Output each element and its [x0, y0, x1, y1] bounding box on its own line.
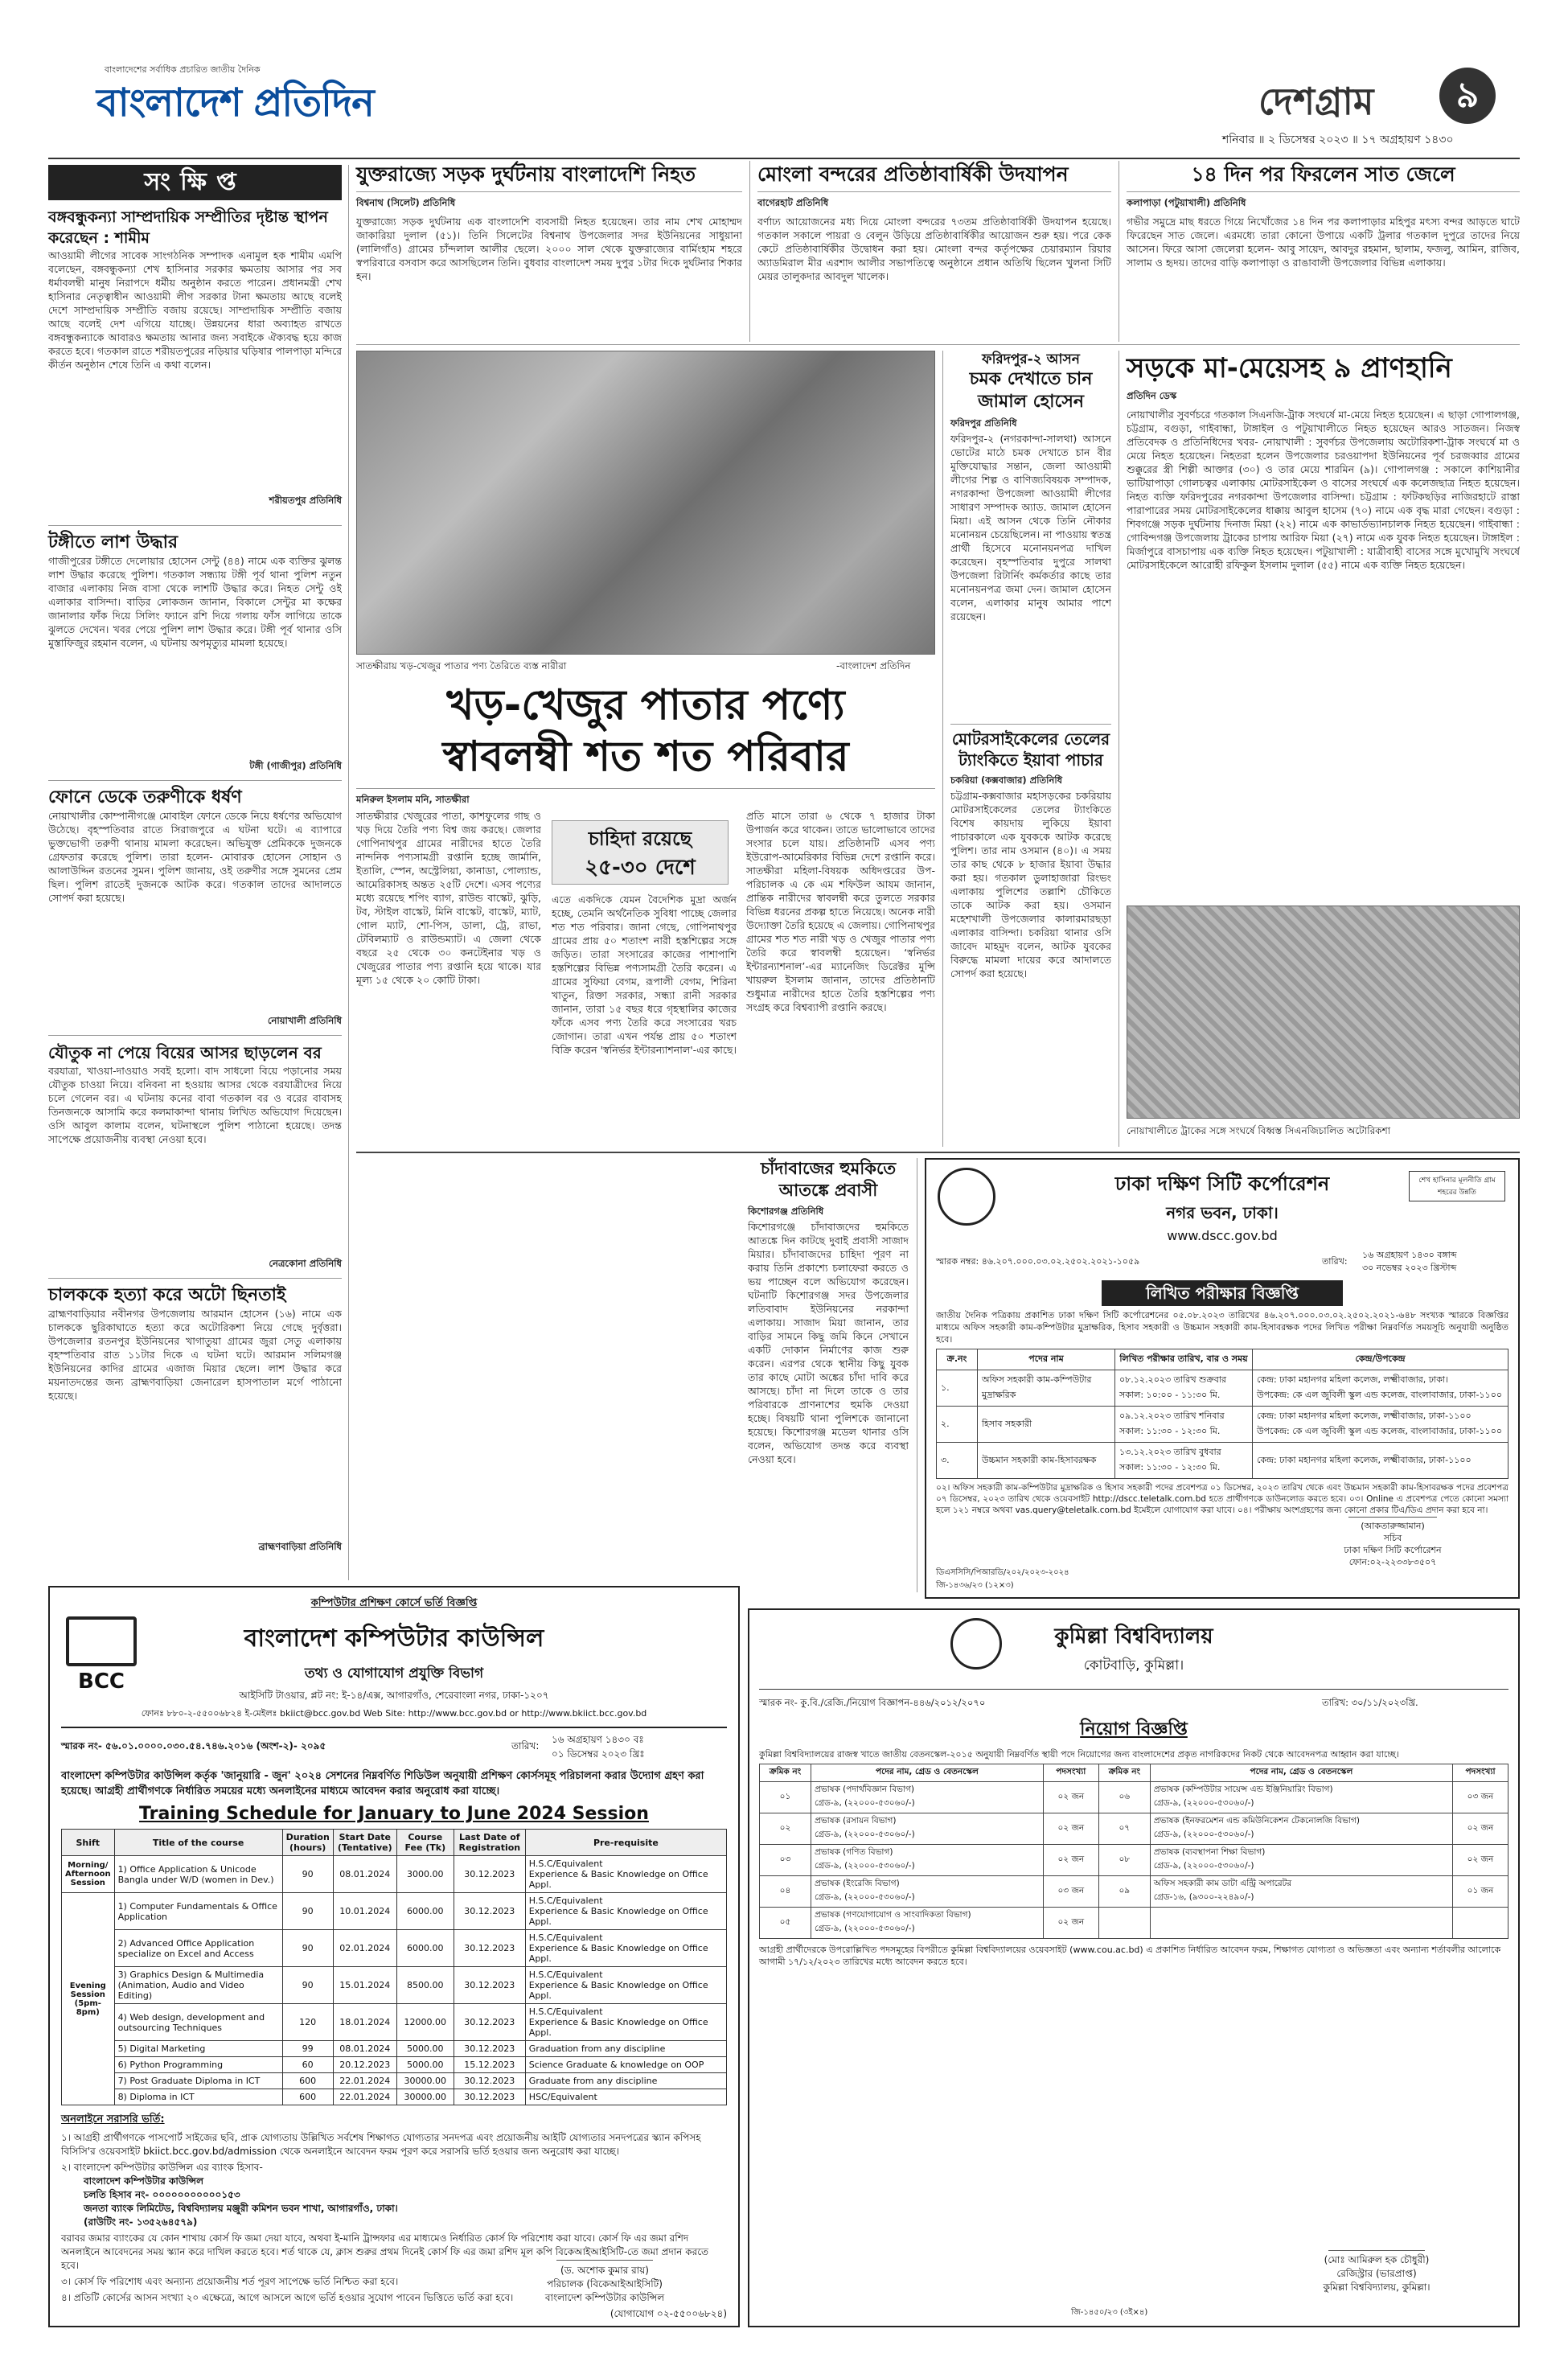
dscc-advertisement: [925, 1158, 1520, 1599]
ad-title: কুমিল্লা বিশ্ববিদ্যালয়: [1054, 1624, 1213, 1649]
cell-pre: Graduation from any discipline: [525, 2041, 726, 2057]
ad-footnote: আগ্রহী প্রার্থীদেরকে উপরোল্লিখিত পদসমূহের বিপরীতে কুমিল্লা বিশ্ববিদ্যালয়ের ওয়েবসাইট (www.cou.ac.bd) এ প্রকাশিত নির্ধারিত আবেদন ফরম, শিক্ষাগত যোগ্যতা ও অভিজ্ঞতা এবং অন্যান্য শর্তাবলীর আলোকে আগামী ১৭/১২/২০২৩ তারিখের মধ্যে আবেদন করতে হবে।: [759, 1945, 1501, 1967]
table-row: [760, 1876, 1508, 1908]
cell-b-cnt: [1453, 1908, 1508, 1939]
brief-body: ব্রাহ্মণবাড়িয়ার নবীনগর উপজেলায় আরমান হোসেন (১৬) নামে এক চালককে ছুরিকাঘাতে হত্যা করে অটোরিকশা নিয়ে গেছে দুর্বৃত্তরা। উপজেলার রতনপুর ইউনিয়নের খাগাতুয়া গ্রামের জুরা সেতু এলাকায় বৃহস্পতিবার রাত ১১টার দিকে এ ঘটনা ঘটে। আরমান সলিমগঞ্জ ইউনিয়নের কাদির গ্রামের এজাজ মিয়ার ছেলে। লাশ উদ্ধার করে ময়নাতদন্তের জন্য ব্রাহ্মণবাড়িয়া জেনারেল হাসপাতাল মর্গে পাঠানো হয়েছে।: [48, 1308, 342, 1402]
brief-title: টঙ্গীতে লাশ উদ্ধার: [48, 532, 179, 552]
cell-course: 7) Post Graduate Diploma in ICT: [114, 2073, 282, 2089]
story-title: মোংলা বন্দরের প্রতিষ্ঠাবার্ষিকী উদযাপন: [757, 162, 1069, 186]
page-number: ৯: [1439, 68, 1496, 124]
cell-pre: H.S.C/Equivalent Experience & Basic Knowledge on Office Appl.: [525, 1930, 726, 1967]
signature-mark: [1348, 1497, 1437, 1518]
cell-course: 1) Computer Fundamentals & Office Application: [114, 1893, 282, 1930]
cou-advertisement: [748, 1608, 1520, 2327]
table-row: [62, 2057, 727, 2073]
cell-a-post: প্রভাষক (পদার্থবিজ্ঞান বিভাগ) গ্রেড-৯, (২২০০০-৫৩০৬০/-): [811, 1782, 1044, 1813]
col-serial: ক্রমিক নং: [1098, 1764, 1150, 1782]
ad-date: তারিখ: ৩০/১১/২০২৩খ্রি.: [1322, 1697, 1418, 1708]
online-step-2: ২। বাংলাদেশ কম্পিউটার কাউন্সিল এর ব্যাংক হিসাব-: [61, 2162, 263, 2173]
cell-center: কেন্দ্র: ঢাকা মহানগর মহিলা কলেজ, লক্ষ্মীবাজার, ঢাকা-১১০০: [1253, 1443, 1508, 1479]
cell-hours: 90: [282, 1893, 333, 1930]
cell-hours: 600: [282, 2089, 333, 2105]
ad-website: www.dscc.gov.bd: [1167, 1228, 1278, 1243]
cell-pre: Graduate from any discipline: [525, 2073, 726, 2089]
brief-item: [48, 1284, 342, 1555]
brief-item: [48, 532, 342, 774]
ad-date-bangla: ১৬ অগ্রহায়ণ ১৪৩০ বঃ: [552, 1734, 644, 1745]
top-story: [1127, 161, 1520, 342]
story-title: মোটরসাইকেলের তেলের ট্যাংকিতে ইয়াবা পাচার: [951, 729, 1110, 770]
story-byline: বিশ্বনাথ (সিলেট) প্রতিনিধি: [356, 197, 456, 208]
feature-byline: মনিরুল ইসলাম মনি, সাতক্ষীরা: [356, 794, 470, 805]
cell-pre: H.S.C/Equivalent Experience & Basic Knowledge on Office Appl.: [525, 1967, 726, 2004]
story-body: চট্টগ্রাম-কক্সবাজার মহাসড়কের চকরিয়ায় মোটরসাইকেলের তেলের ট্যাংকিতে বিশেষ কায়দায় লুকিয়ে ইয়াবা পাচারকালে এক যুবককে আটক করেছে পুলিশ। তার নাম ওসমান (৪০)। এ সময় তার কাছ থেকে ৮ হাজার ইয়াবা উদ্ধার করা হয়। গতকাল ডুলাহাজারা রিংভং এলাকায় পুলিশের তল্লাশি চৌকিতে তাকে আটক করা হয়। ওসমান মহেশখালী উপজেলার কালারমারছড়া এলাকার বাসিন্দা। চকরিয়া থানার ওসি জাবেদ মাহমুদ বলেন, আটক যুবকের বিরুদ্ধে মামলা দায়ের করে আদালতে সোপর্দ করা হয়েছে।: [950, 790, 1111, 980]
table-row: [62, 2041, 727, 2057]
story-title: চাঁদাবাজের হুমকিতে আতঙ্কে প্রবাসী: [760, 1159, 897, 1200]
col-serial: ক্র.নং: [937, 1349, 978, 1370]
cell-a-cnt: ০২ জন: [1043, 1782, 1098, 1813]
col-count: পদসংখ্যা: [1453, 1764, 1508, 1782]
cell-b-no: ০৮: [1098, 1845, 1150, 1876]
cell-fee: 6000.00: [396, 1893, 454, 1930]
bcc-logo-text: BCC: [78, 1670, 125, 1694]
cell-hours: 600: [282, 2073, 333, 2089]
top-story: [356, 161, 742, 342]
feature-photo: [356, 351, 935, 655]
cou-logo: [950, 1618, 1002, 1670]
side-story: [748, 1158, 909, 1592]
cell-course: 6) Python Programming: [114, 2057, 282, 2073]
story-byline: চকরিয়া (কক্সবাজার) প্রতিনিধি: [950, 774, 1063, 786]
col-serial: ক্রমিক নং: [760, 1764, 811, 1782]
ad-top-note: কম্পিউটার প্রশিক্ষণ কোর্সে ভর্তি বিজ্ঞপ্তি: [310, 1597, 478, 1609]
table-row: [62, 2004, 727, 2041]
cell-a-post: প্রভাষক (গণযোগাযোগ ও সাংবাদিকতা বিভাগ) গ্রেড-৯, (২২০০০-৫৩০৬০/-): [811, 1908, 1044, 1939]
cell-start: 18.01.2024: [333, 2004, 396, 2041]
issue-date: শনিবার ॥ ২ ডিসেম্বর ২০২৩ ॥ ১৭ অগ্রহায়ণ ১৪৩০: [1222, 133, 1454, 146]
cell-course: 1) Office Application & Unicode Bangla under W/D (women in Dev.): [114, 1856, 282, 1893]
col-time: লিখিত পরীক্ষার তারিখ, বার ও সময়: [1115, 1349, 1253, 1370]
feature-headline-line1: খড়-খেজুর পাতার পণ্যে: [446, 681, 845, 729]
ad-address: আইসিটি টাওয়ার, প্লট নং: ই-১৪/এক্স, আগারগাঁও, শেরেবাংলা নগর, ঢাকা-১২০৭: [239, 1690, 549, 1701]
ad-date-bangla: ১৬ অগ্রহায়ণ ১৪৩০ বঙ্গাব্দ: [1362, 1250, 1457, 1260]
side-story: [950, 729, 1111, 1147]
signer-name: (ড. অশোক কুমার রায়): [560, 2265, 649, 2276]
cell-fee: 8500.00: [396, 1967, 454, 2004]
story-body: কিশোরগঞ্জে চাঁদাবাজদের হুমকিতে আতঙ্কে দিন কাটছে দুবাই প্রবাসী সাজাদ মিয়ার। চাঁদাবাজদের চাহিদা পূরণ না করায় তিনি প্রকাশ্যে চলাফেরা করতে ও ভয় পাচ্ছেন বলে অভিযোগ করেছেন। ঘটনাটি কিশোরগঞ্জ সদর উপজেলার লতিবাবাদ ইউনিয়নের নরকান্দা এলাকায়। সাজাদ মিয়া জানান, তার বাড়ির সামনে কিছু জমি কিনে সেখানে একটি দোকান নির্মাণের কাজ শুরু করেন। এরপর থেকে স্থানীয় কিছু যুবক তার কাছে মোটা অঙ্কের চাঁদা দাবি করে আসছে। চাঁদা না দিলে তাকে ও তার পরিবারকে প্রাণনাশের হুমকি দেওয়া হচ্ছে। বিষয়টি থানা পুলিশকে জানানো হয়েছে। কিশোরগঞ্জ মডেল থানার ওসি বলেন, অভিযোগ তদন্ত করে ব্যবস্থা নেওয়া হবে।: [748, 1221, 909, 1465]
note-4: ৪। প্রতিটি কোর্সের আসন সংখ্যা ২০ এক্ষেত্রে, আগে আসলে আগে ভর্তি হওয়ার সুযোগ পাবেন ভিত্তিতে ভর্তি করা হবে।: [61, 2292, 514, 2303]
story-body: বর্ণাঢ্য আয়োজনের মধ্য দিয়ে মোংলা বন্দরের ৭৩তম প্রতিষ্ঠাবার্ষিকী উদযাপন হয়েছে। গতকাল সকালে পায়রা ও বেলুন উড়িয়ে প্রতিষ্ঠাবার্ষিকীর আয়োজন শুরু হয়। পরে কেক কেটে প্রতিষ্ঠাবার্ষিকীর উদ্বোধন করা হয়। মোংলা বন্দর কর্তৃপক্ষের চেয়ারম্যান রিয়ার অ্যাডমিরাল মীর এরশাদ আলীর সভাপতিত্বে অনুষ্ঠানে প্রধান অতিথি ছিলেন খুলনা সিটি মেয়র তালুকদার আবদুল খালেক।: [757, 216, 1111, 282]
cell-last: 30.12.2023: [454, 1967, 525, 2004]
col-start: Start Date (Tentative): [333, 1830, 396, 1856]
side-story: [950, 351, 1111, 721]
cell-b-post: প্রভাষক (ব্যবস্থাপনা শিক্ষা বিভাগ) গ্রেড-৯, (২২০০০-৫৩০৬০/-): [1150, 1845, 1452, 1876]
ad-footnote: ০২। অফিস সহকারী কাম-কম্পিউটার মুদ্রাক্ষরিক ও হিসাব সহকারী পদের প্রবেশপত্র ০১ ডিসেম্বর, ২০২৩ তারিখ থেকে এবং উচ্চমান সহকারী কাম-হিসাবরক্ষক পদের প্রবেশপত্র ০৭ ডিসেম্বর, ২০২৩ তারিখ থেকে ওয়েবসাইট http://dscc.teletalk.com.bd হতে প্রার্থীগণকে ডাউনলোড করতে হবে। ০৩। Online এ প্রবেশপত্র পেতে কোনো সমস্যা হলে ১২১ নম্বরে অথবা vas.query@teletalk.com.bd ইমেইলে যোগাযোগ করা যাবে। ০৪। পরীক্ষায় অংশগ্রহণের জন্য কোনো প্রকার টিএ/ডিএ প্রদান করা হবে না।: [936, 1483, 1508, 1515]
newspaper-logo: বাংলাদেশ প্রতিদিন: [96, 80, 374, 125]
cell-center: কেন্দ্র: ঢাকা মহানগর মহিলা কলেজ, লক্ষ্মীবাজার, ঢাকা-১১০০ উপকেন্দ্র: কে এল জুবিলী স্কুল এন্ড কলেজ, বাংলাবাজার, ঢাকা-১১০০: [1253, 1407, 1508, 1443]
cell-start: 22.01.2024: [333, 2089, 396, 2105]
cell-start: 10.01.2024: [333, 1893, 396, 1930]
brief-credit: শরীয়তপুর প্রতিনিধি: [269, 495, 342, 506]
notice-title: নিয়োগ বিজ্ঞপ্তি: [1080, 1719, 1188, 1739]
cell-last: 30.12.2023: [454, 2073, 525, 2089]
signature-block: [484, 2239, 725, 2305]
ad-code: জি-১৪৫০/২৩ (৩ই×৪): [1071, 2308, 1148, 2317]
cell-a-cnt: ০২ জন: [1043, 1845, 1098, 1876]
cell-pre: H.S.C/Equivalent Experience & Basic Knowledge on Office Appl.: [525, 1893, 726, 1930]
bank-account-name: বাংলাদেশ কম্পিউটার কাউন্সিল: [84, 2175, 204, 2187]
cell-pre: H.S.C/Equivalent Experience & Basic Knowledge on Office Appl.: [525, 1856, 726, 1893]
feature-col: এতে একদিকে যেমন বৈদেশিক মুদ্রা অর্জন হচ্ছে, তেমনি অর্থনৈতিক সুবিধা পাচ্ছে জেলার শত শত পরিবার। জানা গেছে, গোপিনাথপুর গ্রামের প্রায় ৫০ শতাংশ নারী হস্তশিল্পের সঙ্গে জড়িত। তারা সংসারের কাজের পাশাপাশি হস্তশিল্পের বিভিন্ন পণ্যসামগ্রী তৈরি করেন। এ গ্রামের সুফিয়া বেগম, রূপালী বেগম, শিরিনা খাতুন, রিক্তা সরকার, সন্ধ্যা রানী সরকার জানান, তারা ১৫ বছর ধরে গৃহস্থালির কাজের ফাঁকে এসব পণ্য তৈরি করে সংসারের খরচ জোগান। তারা এখন পর্যন্ত প্রায় ৫০ শতাংশ বিক্রি করেন 'স্বনির্ভর ইন্টারন্যাশনাল'-এর কাছে।: [552, 893, 737, 1056]
table-header-row: [62, 1830, 727, 1856]
brief-heading: সংক্ষিপ্ত: [48, 165, 342, 200]
feature-col: সাতক্ষীরার খেজুরের পাতা, কাশফুলের গাছ ও খড় দিয়ে তৈরি পণ্য বিশ্ব জয় করছে। জেলার গোপিনাথপুর গ্রামের নারীদের হাতে তৈরি নান্দনিক পণ্যসামগ্রী রপ্তানি হচ্ছে জার্মানি, ইতালি, স্পেন, অস্ট্রেলিয়া, কানাডা, পোল্যান্ড, আমেরিকাসহ অন্তত ২৫টি দেশে। এসব পণ্যের মধ্যে রয়েছে শপিং ব্যাগ, রাউন্ড বাস্কেট, ঝুড়ি, টব, স্টাইল বাস্কেট, মিনি বাস্কেট, বাস্কেট, ম্যাট, গোল ম্যাট, শো-পিস, ডালা, ট্রে, রাভা, টেবিলম্যাট ও রাউন্ডম্যাট। এ জেলা থেকে বছরে ২৫ থেকে ৩০ কনটেইনার খড় ও খেজুরের পাতার পণ্য রপ্তানি হয়ে থাকে। যার মূল্য ১৫ থেকে ২০ কোটি টাকা।: [356, 810, 541, 986]
top-story: [757, 161, 1111, 342]
table-row: [62, 2073, 727, 2089]
signer-title: রেজিস্ট্রার (ভারপ্রাপ্ত): [1336, 2268, 1417, 2279]
cell-no: ১.: [937, 1370, 978, 1407]
cell-a-no: ০২: [760, 1813, 811, 1845]
cell-a-no: ০৩: [760, 1845, 811, 1876]
cell-course: 2) Advanced Office Application specialize on Excel and Access: [114, 1930, 282, 1967]
brief-title: যৌতুক না পেয়ে বিয়ের আসর ছাড়লেন বর: [48, 1043, 322, 1062]
col-center: কেন্দ্র/উপকেন্দ্র: [1253, 1349, 1508, 1370]
signer-org: বাংলাদেশ কম্পিউটার কাউন্সিল: [544, 2292, 665, 2303]
cell-a-post: প্রভাষক (ইংরেজি বিভাগ) গ্রেড-৯, (২২০০০-৫৩০৬০/-): [811, 1876, 1044, 1908]
brief-credit: ব্রাহ্মণবাড়িয়া প্রতিনিধি: [258, 1541, 342, 1552]
table-row: [937, 1443, 1508, 1479]
cell-b-cnt: ০৩ জন: [1453, 1782, 1508, 1813]
brief-title: বঙ্গবন্ধুকন্যা সাম্প্রদায়িক সম্প্রীতির দৃষ্টান্ত স্থাপন করেছেন : শামীম: [48, 208, 328, 247]
cell-a-cnt: ০২ জন: [1043, 1908, 1098, 1939]
shift-cell: Morning/ Afternoon Session: [62, 1856, 115, 1893]
signer-title: সচিব: [1383, 1533, 1402, 1543]
feature-headline-line2: স্বাবলম্বী শত শত পরিবার: [442, 733, 849, 781]
cell-post: অফিস সহকারী কাম-কম্পিউটার মুদ্রাক্ষরিক: [978, 1370, 1115, 1407]
cell-fee: 12000.00: [396, 2004, 454, 2041]
table-header-row: [760, 1764, 1508, 1782]
ad-reference: স্মারক নং- ৫৬.০১.০০০০.০৩০.৫৪.৭৪৬.২০১৬ (অংশ-২)- ২০৯৫: [61, 1740, 326, 1752]
photo-caption: নোয়াখালীতে ট্রাকের সঙ্গে সংঘর্ষে বিধ্বস্ত সিএনজিচালিত অটোরিকশা: [1127, 1125, 1391, 1136]
ad-date-english: ৩০ নভেম্বর ২০২৩ খ্রিস্টাব্দ: [1362, 1263, 1457, 1273]
brief-body: নোয়াখালীর কোম্পানীগঞ্জে মোবাইল ফোনে ডেকে নিয়ে ধর্ষণের অভিযোগ উঠেছে। বৃহস্পতিবার রাতে সিরাজপুরে এ ঘটনা ঘটে। এ ব্যাপারে ভুক্তভোগী তরুণী থানায় মামলা করেছেন। অভিযুক্ত প্রেমিককে দুজনকে গ্রেফতার করেছে পুলিশ। তারা হলেন- মোবারক হোসেন সোহান ও আলাউদ্দিন রতনের সুমন। পুলিশ জানায়, ওই তরুণীর সঙ্গে সুমনের প্রেম ছিল। পুলিশ রাতেই দুজনকে আটক করে। গতকাল তাদের আদালতে সোপর্দ করা হয়েছে।: [48, 810, 342, 904]
online-heading: অনলাইনে সরাসরি ভর্তি:: [61, 2113, 165, 2126]
cell-start: 08.01.2024: [333, 2041, 396, 2057]
col-count: পদসংখ্যা: [1043, 1764, 1098, 1782]
cell-b-no: [1098, 1908, 1150, 1939]
col-prerequisite: Pre-requisite: [525, 1830, 726, 1856]
brief-item: [48, 787, 342, 1029]
story-title: ১৪ দিন পর ফিরলেন সাত জেলে: [1191, 162, 1455, 186]
cell-b-cnt: ০২ জন: [1453, 1845, 1508, 1876]
cell-b-cnt: ০১ জন: [1453, 1876, 1508, 1908]
photo-caption: সাতক্ষীরায় খড়-খেজুর পাতার পণ্য তৈরিতে ব্যস্ত নারীরা: [356, 660, 567, 672]
table-header-row: [937, 1349, 1508, 1370]
cell-no: ২.: [937, 1407, 978, 1443]
col-post: পদের নাম, গ্রেড ও বেতনস্কেল: [1150, 1764, 1452, 1782]
schedule-table: [61, 1829, 727, 2105]
bank-routing: (রাউটিং নং- ১৩৫২৬৪৫৭৯): [84, 2216, 198, 2228]
story-byline: ফরিদপুর প্রতিনিধি: [950, 417, 1017, 429]
cell-hours: 90: [282, 1967, 333, 2004]
brief-item: [48, 207, 342, 509]
brief-body: গাজীপুরের টঙ্গীতে দেলোয়ার হোসেন সেন্টু (৪৪) নামে এক ব্যক্তির ঝুলন্ত লাশ উদ্ধার করেছে পুলিশ। গতকাল সন্ধ্যায় টঙ্গী পূর্ব থানা পুলিশ নতুন বাজার এলাকায় নিজ বাসা থেকে লাশটি উদ্ধার করে। নিহত সেন্টু ওই এলাকার বাসিন্দা। বাড়ির লোকজন জানান, বিকালে সেন্টুর মা কক্ষের জানালার ফাঁক দিয়ে সিলিং ফ্যানে রশি দিয়ে গলায় ফাঁস লাগিয়ে তাকে ঝুলতে দেখেন। খবর পেয়ে পুলিশ লাশ উদ্ধার করে। টঙ্গী পূর্ব থানার ওসি মুস্তাফিজুর রহমান বলেন, এ ঘটনায় অপমৃত্যুর মামলা হয়েছে।: [48, 555, 342, 649]
cell-a-no: ০৫: [760, 1908, 811, 1939]
cell-a-cnt: ০৩ জন: [1043, 1876, 1098, 1908]
logo-tag: বাংলাদেশের সর্বাধিক প্রচারিত জাতীয় দৈনিক: [105, 64, 261, 75]
brief-title: চালককে হত্যা করে অটো ছিনতাই: [48, 1285, 286, 1305]
ad-code: জি-১৪৩৬/২৩ (১২×৩): [936, 1581, 1014, 1590]
ad-date-label: তারিখ:: [1322, 1256, 1348, 1267]
cell-fee: 30000.00: [396, 2073, 454, 2089]
notice-banner: লিখিত পরীক্ষার বিজ্ঞপ্তি: [1102, 1280, 1343, 1306]
cell-post: উচ্চমান সহকারী কাম-হিসাবরক্ষক: [978, 1443, 1115, 1479]
bcc-advertisement: [48, 1586, 740, 2327]
dscc-logo: [938, 1168, 995, 1226]
cell-b-no: ০৬: [1098, 1782, 1150, 1813]
cell-center: কেন্দ্র: ঢাকা মহানগর মহিলা কলেজ, লক্ষ্মীবাজার, ঢাকা। উপকেন্দ্র: কে এল জুবিলী স্কুল এন্ড কলেজ, বাংলাবাজার, ঢাকা-১১০০: [1253, 1370, 1508, 1407]
col-post: পদের নাম: [978, 1349, 1115, 1370]
shift-cell: Evening Session (5pm-8pm): [62, 1893, 115, 2105]
photo-credit: -বাংলাদেশ প্রতিদিন: [836, 660, 911, 672]
col-post: পদের নাম, গ্রেড ও বেতনস্কেল: [811, 1764, 1044, 1782]
signer-org: কুমিল্লা বিশ্ববিদ্যালয়, কুমিল্লা।: [1323, 2282, 1430, 2293]
signer-title: পরিচালক (বিকেআইআইসিটি): [547, 2278, 663, 2290]
brief-credit: নোয়াখালী প্রতিনিধি: [267, 1015, 342, 1026]
story-byline: বাগেরহাট প্রতিনিধি: [757, 197, 829, 208]
cell-hours: 60: [282, 2057, 333, 2073]
cell-fee: 5000.00: [396, 2041, 454, 2057]
cell-course: 5) Digital Marketing: [114, 2041, 282, 2057]
ad-subtitle: নগর ভবন, ঢাকা।: [1166, 1203, 1279, 1222]
cell-last: 30.12.2023: [454, 1930, 525, 1967]
brief-body: বরযাত্রা, খাওয়া-দাওয়াও সবই হলো। বাদ সাধলো বিয়ে পড়ানোর সময় যৌতুক চাওয়া নিয়ে। বনিবনা না হওয়ায় আসর থেকে বরযাত্রীদের নিয়ে চলে গেলেন বর। এ ঘটনায় কনের বাবা গতকাল বর ও বরের বাবাসহ তিনজনকে আসামি করে কলমাকান্দা থানায় লিখিত অভিযোগ দিয়েছেন। ওসি আবুল কালাম বলেন, ঘটনাস্থলে পুলিশ পাঠানো হয়েছে। তদন্ত সাপেক্ষে প্রয়োজনীয় ব্যবস্থা নেওয়া হবে।: [48, 1065, 342, 1145]
cell-time: ০৯.১২.২০২৩ তারিখ শনিবার সকাল: ১১:৩০ - ১২:৩০ মি.: [1115, 1407, 1253, 1443]
accident-story: [1127, 351, 1520, 1147]
online-step-1: ১। আগ্রহী প্রার্থীগণকে পাসপোর্ট সাইজের ছবি, প্রাক যোগ্যতায় উল্লিখিত সর্বশেষ শিক্ষাগত যোগ্যতার সনদপত্র এবং প্রয়োজনীয় আইটি যোগ্যতার সনদপত্রের স্ক্যান কপিসহ বিসিসি'র ওয়েবসাইট bkiict.bcc.gov.bd/admission থেকে অনলাইনে আবেদন ফরম পূরণ করে সরাসরি ভর্তি হওয়ার জন্য অনুরোধ করা যাচ্ছে।: [61, 2132, 701, 2157]
cell-time: ১৩.১২.২০২৩ তারিখ বুধবার সকাল: ১১:৩০ - ১২:৩০ মি.: [1115, 1443, 1253, 1479]
cell-start: 15.01.2024: [333, 1967, 396, 2004]
cell-fee: 30000.00: [396, 2089, 454, 2105]
masthead: [48, 56, 1520, 153]
story-byline: কলাপাড়া (পটুয়াখালী) প্রতিনিধি: [1127, 197, 1246, 208]
cell-a-cnt: ০২ জন: [1043, 1813, 1098, 1845]
ad-reference: স্মারক নং- কু.বি./রেজি./নিয়োগ বিজ্ঞাপন-৪৪৬/২০১২/২০৭০: [759, 1697, 986, 1708]
cell-b-post: [1150, 1908, 1452, 1939]
story-title: চমক দেখাতে চান জামাল হোসেন: [969, 369, 1093, 412]
ad-contact: ফোনঃ ৮৮০-২-৫৫০০৬৮২৪ ই-মেইলঃ bkiict@bcc.gov.bd Web Site: http://www.bcc.gov.bd or http://www.bkiict.bcc.gov.bd: [141, 1708, 647, 1719]
cell-a-no: ০৪: [760, 1876, 811, 1908]
cell-b-post: প্রভাষক (কম্পিউটার সায়েন্স এন্ড ইঞ্জিনিয়ারিং বিভাগ) গ্রেড-৯, (২২০০০-৫৩০৬০/-): [1150, 1782, 1452, 1813]
cell-hours: 90: [282, 1856, 333, 1893]
table-row: [62, 1967, 727, 2004]
col-course: Title of the course: [114, 1830, 282, 1856]
ad-intro: বাংলাদেশ কম্পিউটার কাউন্সিল কর্তৃক 'জানুয়ারি - জুন' ২০২৪ সেশনের নিম্নবর্ণিত শিডিউল অনুযায়ী প্রশিক্ষণ কোর্সসমূহ পরিচালনা করার উদ্যোগ গ্রহণ করা হয়েছে। আগ্রহী প্রার্থীগণকে নির্ধারিত সময়ের মধ্যে অনলাইনের মাধ্যমে আবেদন করার অনুরোধ করা যাচ্ছে।: [61, 1770, 704, 1797]
brief-item: [48, 1041, 342, 1272]
ad-intro: কুমিল্লা বিশ্ববিদ্যালয়ের রাজস্ব খাতে জাতীয় বেতনস্কেল-২০১৫ অনুযায়ী নিম্নবর্ণিত স্থায়ী পদে নিয়োগের জন্য বাংলাদেশের প্রকৃত নাগরিকদের নিকট থেকে আবেদনপত্র আহ্বান করা যাচ্ছে।: [759, 1749, 1399, 1760]
signer-phone: ফোন:০২-২২৩৩৮৩৫০৭: [1348, 1557, 1437, 1567]
table-row: [62, 1856, 727, 1893]
cell-no: ৩.: [937, 1443, 978, 1479]
table-row: [760, 1908, 1508, 1939]
cell-hours: 99: [282, 2041, 333, 2057]
cell-course: 3) Graphics Design & Multimedia (Animation, Audio and Video Editing): [114, 1967, 282, 2004]
table-row: [62, 1930, 727, 1967]
signature-mark: [556, 2239, 653, 2261]
ad-ministry: তথ্য ও যোগাযোগ প্রযুক্তি বিভাগ: [304, 1665, 484, 1682]
story-title: যুক্তরাজ্যে সড়ক দুর্ঘটনায় বাংলাদেশি নিহত: [356, 162, 696, 186]
signature-block: [1248, 2229, 1505, 2294]
cell-b-cnt: ০২ জন: [1453, 1813, 1508, 1845]
cell-fee: 3000.00: [396, 1856, 454, 1893]
cell-b-no: ০৭: [1098, 1813, 1150, 1845]
signature-block: [1280, 1497, 1505, 1568]
cell-a-no: ০১: [760, 1782, 811, 1813]
cell-b-post: অফিস সহকারী কাম ডাটা এন্ট্রি অপারেটর গ্রেড-১৬, (৯৩০০-২২৪৯০/-): [1150, 1876, 1452, 1908]
ad-intro: জাতীয় দৈনিক পত্রিকায় প্রকাশিত ঢাকা দক্ষিণ সিটি কর্পোরেশনের ০৫.০৮.২০২৩ তারিখের ৪৬.২০৭.০০০.০৩.০২.২৫০২.২০২১-৬৪৮ সংখ্যক স্মারকে বিজ্ঞপ্তির মাধ্যমে অফিস সহকারী কাম-কম্পিউটার মুদ্রাক্ষরিক, হিসাব সহকারী ও উচ্চমান সহকারী কাম-হিসাবরক্ষক পদের লিখিত পরীক্ষা নিম্নবর্ণিত সময়সূচি অনুযায়ী অনুষ্ঠিত হবে।: [936, 1310, 1508, 1345]
ad-date-english: ০১ ডিসেম্বর ২০২৩ খ্রিঃ: [552, 1748, 645, 1760]
col-duration: Duration (hours): [282, 1830, 333, 1856]
pull-quote: [552, 820, 729, 885]
col-last-date: Last Date of Registration: [454, 1830, 525, 1856]
brief-column: [48, 165, 342, 1580]
story-byline: প্রতিদিন ডেস্ক: [1127, 390, 1177, 401]
col-fee: Course Fee (Tk): [396, 1830, 454, 1856]
cell-last: 30.12.2023: [454, 2041, 525, 2057]
ad-subtitle: কোটবাড়ি, কুমিল্লা।: [1083, 1657, 1184, 1674]
accident-photo: [1127, 906, 1520, 1119]
ad-title: ঢাকা দক্ষিণ সিটি কর্পোরেশন: [1114, 1173, 1330, 1195]
brief-credit: নেত্রকোনা প্রতিনিধি: [269, 1258, 342, 1269]
dscc-slogan: শেখ হাসিনার মূলনীতি গ্রাম শহরের উন্নতি: [1409, 1171, 1505, 1201]
job-table: [759, 1764, 1508, 1939]
story-body: গভীর সমুদ্রে মাছ ধরতে গিয়ে নিখোঁজের ১৪ দিন পর কলাপাড়ার মহিপুর মৎস্য বন্দর আড়তে ঘাটে ফিরেছেন সাত জেলে। এরমধ্যে তারা কোনো উপায়ে একটি ট্রলার গতকাল দুপুরে তাদের নিয়ে আসেন। ফিরে আসা জেলেরা হলেন- আবু সায়েদ, আবদুর রহমান, ছালাম, ফজলু, আমিন, রাজিব, সালাম ও হৃদয়। তাদের বাড়ি কলাপাড়া ও রাঙাবালী উপজেলার বিভিন্ন এলাকায়।: [1127, 216, 1520, 269]
cell-last: 15.12.2023: [454, 2057, 525, 2073]
cell-post: হিসাব সহকারী: [978, 1407, 1115, 1443]
signer-org: ঢাকা দক্ষিণ সিটি কর্পোরেশন: [1344, 1545, 1442, 1555]
pull-quote-line2: ২৫-৩০ দেশে: [585, 856, 696, 880]
feature-col: প্রতি মাসে তারা ৬ থেকে ৭ হাজার টাকা উপার্জন করে থাকেন। তাতে ভালোভাবে তাদের সংসার চলে যায়। প্রতিষ্ঠানটি এসব পণ্য ইউরোপ-আমেরিকার বিভিন্ন দেশে রপ্তানি করে। সাতক্ষীরা মহিলা-বিষয়ক অধিদপ্তরের উপ-পরিচালক এ কে এম শফিউল আযম জানান, প্রান্তিক নারীদের স্বাবলম্বী করে তুলতে সরকার বিভিন্ন ধরনের প্রকল্প হাতে নিয়েছে। অনেক নারী উদ্যোক্তা তৈরি হয়েছে এ জেলায়। গোপিনাথপুর গ্রামের শত শত নারী খড় ও খেজুর পাতার পণ্য তৈরি করে স্বাবলম্বী হয়েছেন। ‘স্বনির্ভর ইন্টারন্যাশনাল’-এর ম্যানেজিং ডিরেক্টর মুন্সি খায়রুল ইসলাম জানান, তাদের প্রতিষ্ঠানটি শুধুমাত্র নারীদের হাতে তৈরি হস্তশিল্পের পণ্য সংগ্রহ করে বিশ্বব্যাপী রপ্তানি করছে।: [746, 810, 935, 1013]
cell-last: 30.12.2023: [454, 2089, 525, 2105]
cell-fee: 6000.00: [396, 1930, 454, 1967]
cell-fee: 5000.00: [396, 2057, 454, 2073]
schedule-title: Training Schedule for January to June 2024 Session: [139, 1804, 649, 1824]
computer-icon: [66, 1616, 137, 1666]
cell-a-post: প্রভাষক (গণিত বিভাগ) গ্রেড-৯, (২২০০০-৫৩০৬০/-): [811, 1845, 1044, 1876]
signer-name: (আকতারুজ্জামান): [1361, 1521, 1425, 1531]
story-byline: কিশোরগঞ্জ প্রতিনিধি: [748, 1205, 824, 1217]
pull-quote-line1: চাহিদা রয়েছে: [588, 828, 692, 850]
table-row: [760, 1845, 1508, 1876]
cell-time: ০৮.১২.২০২৩ তারিখ শুক্রবার সকাল: ১০:০০ - ১১:৩০ মি.: [1115, 1370, 1253, 1407]
story-body: যুক্তরাজ্যে সড়ক দুর্ঘটনায় এক বাংলাদেশি ব্যবসায়ী নিহত হয়েছেন। তার নাম শেখ মোহাম্মদ জাকারিয়া দুলাল (৫১)। তিনি সিলেটের বিশ্বনাথ উপজেলার সদর ইউনিয়নের সাধুয়ানা (লালিগাঁও) গ্রামের চাঁন্দলাল আলীর ছেলে। ২০০০ সাল থেকে যুক্তরাজ্যের বার্মিংহাম শহরে স্বপরিবারে বসবাস করে আসছিলেন তিনি। বুধবার বাংলাদেশ সময় দুপুর ১টার দিকে দুর্ঘটনার শিকার হন।: [356, 216, 742, 282]
brief-credit: টঙ্গী (গাজীপুর) প্রতিনিধি: [249, 760, 342, 771]
signer-name: (মোঃ আমিরুল হক চৌধুরী): [1324, 2254, 1430, 2265]
signature-mark: [1328, 2229, 1425, 2251]
fee-note: বরাবর জমার ব্যাংকের যে কোন শাখায় কোর্স ফি জমা দেয়া যাবে, অথবা ই-মানি ট্রান্সফার এর মাধ্যমেও নির্ধারিত কোর্স ফি পরিশোধ করা যাবে। কোর্স ফি এর জমা রশিদ অনলাইনে আবেদনের সময় স্ক্যান করে দাখিল করতে হবে। শর্ত থাকে যে, ক্লাস শুরুর প্রথম দিনেই কোর্স ফি এর জমা রশিদ মূল কপি বিকেআইআইসিটি-তে জমা প্রদান করতে হবে।: [61, 2232, 709, 2271]
cell-course: 4) Web design, development and outsourcing Techniques: [114, 2004, 282, 2041]
brief-title: ফোনে ডেকে তরুণীকে ধর্ষণ: [48, 787, 242, 807]
feature-headline: [356, 680, 935, 782]
cell-b-no: ০৯: [1098, 1876, 1150, 1908]
cell-last: 30.12.2023: [454, 2004, 525, 2041]
cell-pre: HSC/Equivalent: [525, 2089, 726, 2105]
table-row: [62, 1893, 727, 1930]
table-row: [62, 2089, 727, 2105]
bank-account-no: চলতি হিসাব নং- ০০০০০০০০০০০১৫৩: [84, 2189, 240, 2200]
cell-start: 20.12.2023: [333, 2057, 396, 2073]
cell-last: 30.12.2023: [454, 1893, 525, 1930]
cell-start: 08.01.2024: [333, 1856, 396, 1893]
ad-reference: স্মারক নম্বর: ৪৬.২০৭.০০০.০৩.০২.২৫০২.২০২১-১০৫৯: [936, 1256, 1140, 1267]
story-kicker: ফরিদপুর-২ আসন: [982, 351, 1080, 368]
exam-table: [936, 1349, 1508, 1479]
cell-hours: 120: [282, 2004, 333, 2041]
ad-date-label: তারিখ:: [511, 1740, 540, 1752]
story-title: সড়কে মা-মেয়েসহ ৯ প্রাণহানি: [1127, 352, 1452, 384]
bank-branch: জনতা ব্যাংক লিমিটেড, বিশ্ববিদ্যালয় মঞ্জুরী কমিশন ভবন শাখা, আগারগাঁও, ঢাকা।: [84, 2203, 398, 2214]
cell-course: 8) Diploma in ICT: [114, 2089, 282, 2105]
brief-body: আওয়ামী লীগের সাবেক সাংগঠনিক সম্পাদক এনামুল হক শামীম এমপি বলেছেন, বঙ্গবন্ধুকন্যা শেখ হাসিনার সরকার ক্ষমতায় আসার পর সব ধর্মাবলম্বী মানুষ নিরাপদে ধর্মীয় অনুষ্ঠান করতে পারেন। প্রধানমন্ত্রী শেখ হাসিনার নেতৃত্বাধীন আওয়ামী লীগ সরকার টানা ক্ষমতায় আছে বলেই দেশে সাম্প্রদায়িক সম্প্রীতি বজায় রয়েছে। সাম্প্রদায়িক সম্প্রীতি বজায় আছে বলেই দেশ এগিয়ে যাচ্ছে। উন্নয়নের ধারা অব্যাহত রাখতে বঙ্গবন্ধুকন্যাকে আবারও ক্ষমতায় আনার জন্য সবাইকে ঐক্যবদ্ধ হয়ে কাজ করতে হবে। গতকাল রাতে শরীয়তপুরের নড়িয়ার ঘড়িষার পালপাড়া মন্দিরে কীর্তন অনুষ্ঠান শেষে তিনি এ কথা বলেন।: [48, 249, 342, 371]
note-3: ৩। কোর্স ফি পরিশোধ এবং অন্যান্য প্রয়োজনীয় শর্ত পূরণ সাপেক্ষে ভর্তি নিশ্চিত করা হবে।: [61, 2276, 399, 2287]
story-body: নোয়াখালীর সুবর্ণচরে গতকাল সিএনজি-ট্রাক সংঘর্ষে মা-মেয়ে নিহত হয়েছেন। এ ছাড়া গোপালগঞ্জ, চট্টগ্রাম, বগুড়া, গাইবান্ধা, টাঙ্গাইল ও পটুয়াখালীতে নিহত হয়েছেন আরও সাতজন। নিজস্ব প্রতিবেদক ও প্রতিনিধিদের খবর- নোয়াখালী : সুবর্ণচর উপজেলায় অটোরিকশা-ট্রাক সংঘর্ষে মা ও মেয়ে নিহত হয়েছেন। নিহতরা হলেন উপজেলার চরওয়াপদা ইউনিয়নের পূর্ব চরজব্বার গ্রামের শুক্কুরের স্ত্রী শিল্পী আক্তার (৩০) ও তার মেয়ে শারমিন (৯)। গোপালগঞ্জ : সকালে কাশিয়ানীর ভাটিয়াপাড়া গোলচত্বর এলাকায় মোটরসাইকেল ও বাসের সংঘর্ষে এক কলেজছাত্র নিহত হয়েছেন। নিহত ব্যক্তি ফরিদপুরের নগরকান্দা উপজেলার বাসিন্দা। চট্টগ্রাম : ফটিকছড়ির নাজিরহাটে রাস্তা পারাপারের সময় মোটরসাইকেলের ধাক্কায় আবুল হাসেম (৭০) নামে এক বৃদ্ধ মারা গেছেন। বগুড়া : শিবগঞ্জে সড়ক দুর্ঘটনায় দিনাজ মিয়া (২২) নামে এক কাভার্ডভ্যানচালক নিহত হয়েছেন। গাইবান্ধা : গোবিন্দগঞ্জ উপজেলায় ট্রাকের চাপায় আরিফ মিয়া (২৭) নামে এক যুবক নিহত হয়েছেন। টাঙ্গাইল : মির্জাপুরে বাসচাপায় এক ব্যক্তি নিহত হয়েছেন। পটুয়াখালী : যাত্রীবাহী বাসের সঙ্গে মুখোমুখি সংঘর্ষে মোটরসাইকেলে আরোহী রফিকুল ইসলাম দুলাল (৫৫) নামে এক ব্যক্তি নিহত হয়েছেন।: [1127, 409, 1520, 571]
cell-pre: Science Graduate & knowledge on OOP: [525, 2057, 726, 2073]
section-name: দেশগ্রাম: [1258, 80, 1374, 123]
ad-code: ডিএসসিসি/পিআরডি/২০২/২০২৩-২০২৪: [936, 1568, 1069, 1577]
ad-contact-phone: (যোগাযোগ ০২-৫৫০০৬৮২৪): [610, 2308, 727, 2319]
col-shift: Shift: [62, 1830, 115, 1856]
table-row: [760, 1782, 1508, 1813]
cell-a-post: প্রভাষক (রসায়ন বিভাগ) গ্রেড-৯, (২২০০০-৫৩০৬০/-): [811, 1813, 1044, 1845]
bcc-logo: [63, 1616, 140, 1705]
ad-org: বাংলাদেশ কম্পিউটার কাউন্সিল: [244, 1624, 544, 1653]
cell-start: 02.01.2024: [333, 1930, 396, 1967]
table-row: [937, 1370, 1508, 1407]
cell-hours: 90: [282, 1930, 333, 1967]
table-row: [937, 1407, 1508, 1443]
cell-b-post: প্রভাষক (ইনফরমেশন এন্ড কমিউনিকেশন টেকনোলজি বিভাগ) গ্রেড-৯, (২২০০০-৫৩০৬০/-): [1150, 1813, 1452, 1845]
cell-last: 30.12.2023: [454, 1856, 525, 1893]
table-row: [760, 1813, 1508, 1845]
cell-start: 22.01.2024: [333, 2073, 396, 2089]
cell-pre: H.S.C/Equivalent Experience & Basic Knowledge on Office Appl.: [525, 2004, 726, 2041]
story-body: ফরিদপুর-২ (নগরকান্দা-সালথা) আসনে ভোটের মাঠে চমক দেখাতে চান বীর মুক্তিযোদ্ধার সন্তান, জেলা আওয়ামী লীগের শিল্প ও বাণিজ্যবিষয়ক সম্পাদক, নগরকান্দা উপজেলা আওয়ামী লীগের সাধারণ সম্পাদক অ্যাড. জামাল হোসেন মিয়া। এই আসন থেকে তিনি নৌকার মনোনয়ন চেয়েছিলেন। না পাওয়ায় স্বতন্ত্র প্রার্থী হিসেবে মনোনয়নপত্র দাখিল করেছেন। বৃহস্পতিবার দুপুরে সালথা উপজেলা রিটার্নিং কর্মকর্তার কাছে তার মনোনয়নপত্র জমা দেন। জামাল হোসেন বলেন, এলাকার মানুষ আমার পাশে রয়েছেন।: [950, 433, 1111, 622]
